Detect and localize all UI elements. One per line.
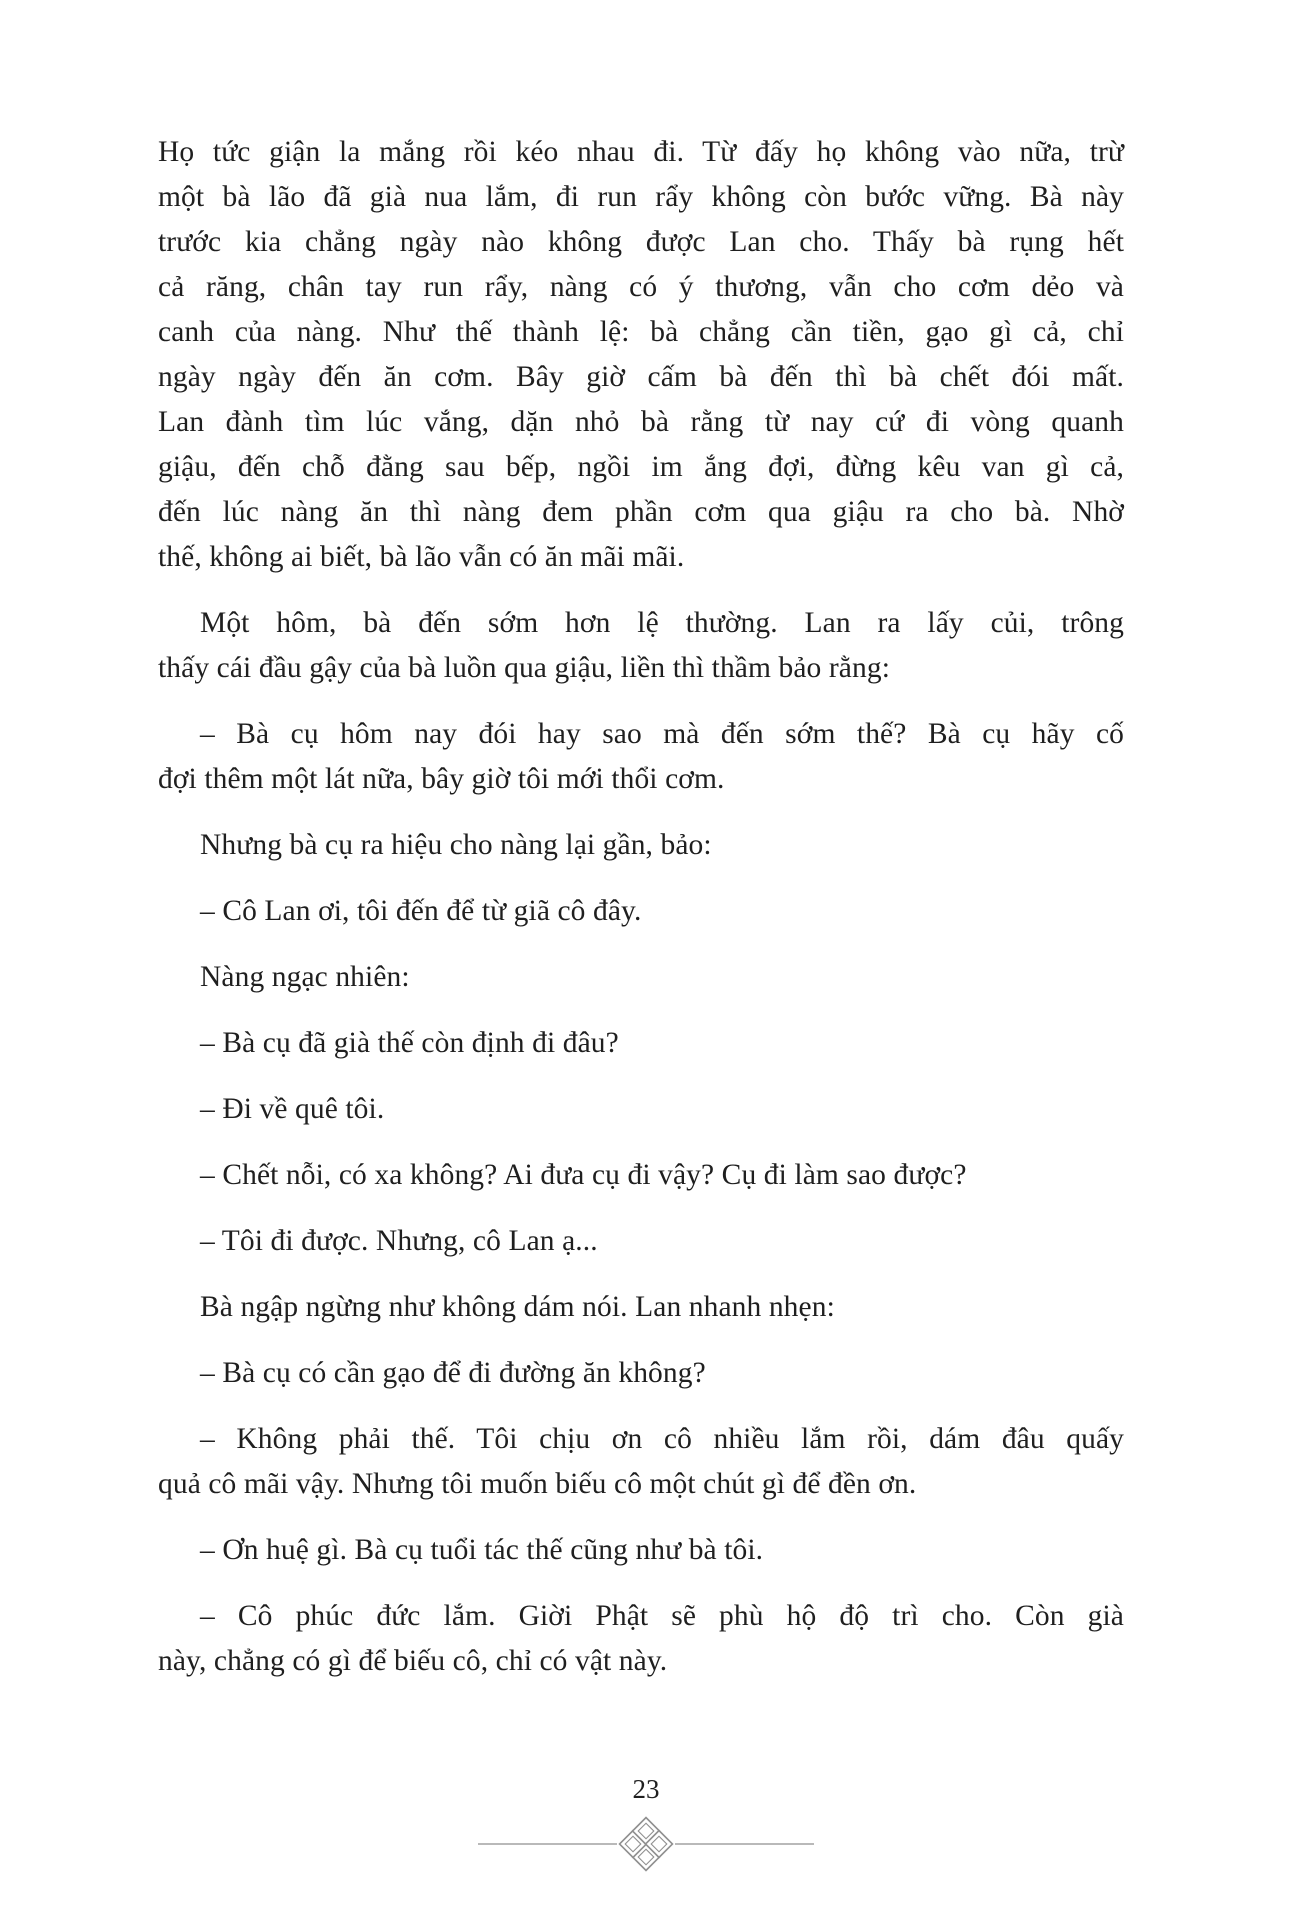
text-line: này, chẳng có gì để biếu cô, chỉ có vật này.: [158, 1645, 668, 1677]
paragraph: [158, 1528, 1124, 1573]
paragraph: [158, 889, 1124, 934]
text-line: – Bà cụ đã già thế còn định đi đâu?: [200, 1027, 619, 1059]
text-line: – Cô Lan ơi, tôi đến để từ giã cô đây.: [200, 895, 642, 927]
paragraph: [158, 712, 1124, 802]
paragraph: [158, 1021, 1124, 1066]
text-line: đợi thêm một lát nữa, bây giờ tôi mới thổi cơm.: [158, 763, 725, 795]
text-line: – Ơn huệ gì. Bà cụ tuổi tác thế cũng như bà tôi.: [200, 1534, 764, 1566]
text-line: đến lúc nàng ăn thì nàng đem phần cơm qua giậu ra cho bà. Nhờ: [158, 496, 1124, 528]
diamond-ornament-icon: [476, 1804, 816, 1884]
text-line: Bà ngập ngừng như không dám nói. Lan nhanh nhẹn:: [200, 1291, 835, 1323]
text-line: cả răng, chân tay run rẩy, nàng có ý thương, vẫn cho cơm dẻo và: [158, 271, 1124, 303]
text-line: ngày ngày đến ăn cơm. Bây giờ cấm bà đến thì bà chết đói mất.: [158, 361, 1124, 393]
paragraph: [158, 1153, 1124, 1198]
text-line: – Chết nỗi, có xa không? Ai đưa cụ đi vậy? Cụ đi làm sao được?: [200, 1159, 967, 1191]
text-line: Nhưng bà cụ ra hiệu cho nàng lại gần, bảo:: [200, 829, 712, 861]
text-line: Lan đành tìm lúc vắng, dặn nhỏ bà rằng từ nay cứ đi vòng quanh: [158, 406, 1124, 438]
text-line: canh của nàng. Như thế thành lệ: bà chẳng cần tiền, gạo gì cả, chỉ: [158, 316, 1124, 348]
text-line: Họ tức giận la mắng rồi kéo nhau đi. Từ đấy họ không vào nữa, trừ: [158, 136, 1124, 168]
text-line: – Không phải thế. Tôi chịu ơn cô nhiều lắm rồi, dám đâu quấy: [200, 1423, 1124, 1455]
text-line: quả cô mãi vậy. Nhưng tôi muốn biếu cô một chút gì để đền ơn.: [158, 1468, 917, 1500]
paragraph: [158, 1219, 1124, 1264]
paragraph: [158, 955, 1124, 1000]
text-line: giậu, đến chỗ đằng sau bếp, ngồi im ắng đợi, đừng kêu van gì cả,: [158, 451, 1124, 483]
paragraph: [158, 1285, 1124, 1330]
ornament-divider: [0, 1804, 1292, 1884]
text-line: – Bà cụ hôm nay đói hay sao mà đến sớm thế? Bà cụ hãy cố: [200, 718, 1124, 750]
text-line: thấy cái đầu gậy của bà luồn qua giậu, liền thì thầm bảo rằng:: [158, 652, 890, 684]
paragraph: [158, 1594, 1124, 1684]
page-footer: [0, 1772, 1292, 1806]
text-line: – Cô phúc đức lắm. Giời Phật sẽ phù hộ độ trì cho. Còn già: [200, 1600, 1124, 1632]
paragraph: [158, 1417, 1124, 1507]
text-line: – Bà cụ có cần gạo để đi đường ăn không?: [200, 1357, 706, 1389]
paragraph: [158, 130, 1124, 580]
paragraph: [158, 1087, 1124, 1132]
text-line: – Đi về quê tôi.: [200, 1093, 385, 1125]
paragraph: [158, 601, 1124, 691]
text-line: trước kia chẳng ngày nào không được Lan cho. Thấy bà rụng hết: [158, 226, 1124, 258]
text-line: thế, không ai biết, bà lão vẫn có ăn mãi mãi.: [158, 541, 685, 573]
text-line: – Tôi đi được. Nhưng, cô Lan ạ...: [200, 1225, 598, 1257]
text-block: [158, 130, 1124, 1705]
paragraph: [158, 1351, 1124, 1396]
paragraph: [158, 823, 1124, 868]
text-line: Một hôm, bà đến sớm hơn lệ thường. Lan ra lấy củi, trông: [200, 607, 1124, 639]
page-number: 23: [632, 1774, 660, 1804]
text-line: một bà lão đã già nua lắm, đi run rẩy không còn bước vững. Bà này: [158, 181, 1124, 213]
text-line: Nàng ngạc nhiên:: [200, 961, 410, 993]
